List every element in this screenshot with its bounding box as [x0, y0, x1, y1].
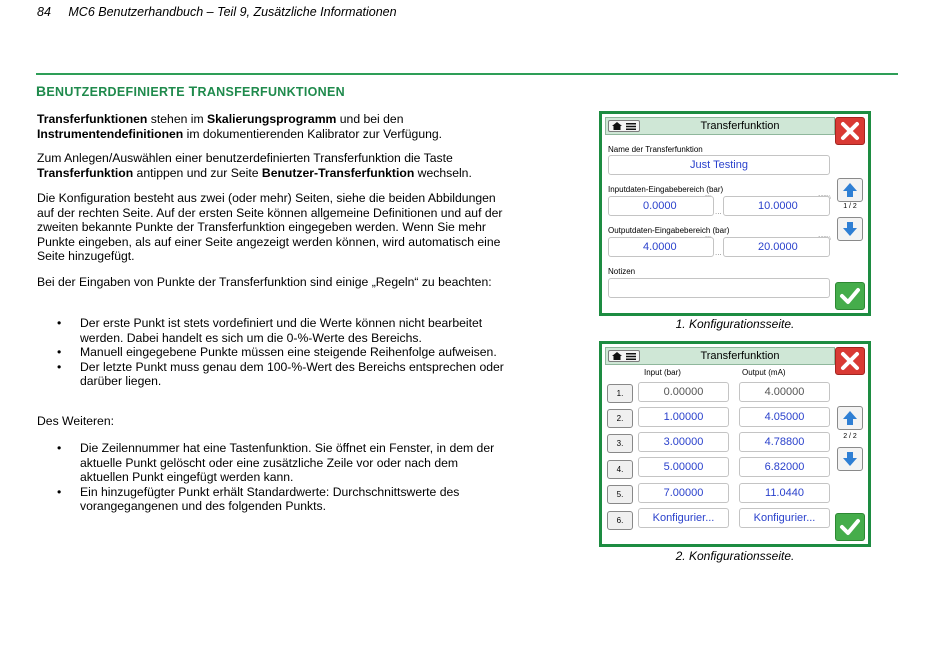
output-min-field[interactable]: 4.0000: [608, 237, 714, 257]
paragraph-2: Zum Anlegen/Auswählen einer benutzerdefinierten Transferfunktion die Taste Transferfunktion antippen und zur Seite Benutzer-Transferfunktion wechseln.: [37, 151, 472, 180]
row-output-field: 4.00000: [739, 382, 830, 402]
arrow-down-icon: [838, 448, 862, 470]
row-number-button[interactable]: 1.: [607, 384, 633, 403]
home-icon: [612, 352, 622, 360]
home-icon: [612, 122, 622, 130]
list-item: • Manuell eingegebene Punkte müssen eine steigende Reihenfolge aufweisen.: [37, 345, 507, 360]
title-bar: [605, 347, 835, 365]
row-output-field[interactable]: 4.05000: [739, 407, 830, 427]
row-output-field[interactable]: Konfigurier...: [739, 508, 830, 528]
close-icon: [836, 348, 864, 374]
output-column-header: Output (mA): [742, 368, 786, 377]
config-screen-2: [599, 341, 871, 547]
row-input-field[interactable]: 3.00000: [638, 432, 729, 452]
range-dots: ...: [715, 248, 722, 257]
output-range-label: Outputdaten-Eingabebereich (bar): [608, 226, 730, 235]
row-number-button[interactable]: 4.: [607, 460, 633, 479]
paragraph-1: Transferfunktionen stehen im Skalierungsprogramm und bei den Instrumentendefinitionen im dokumentierenden Kalibrator zur Verfügung.: [37, 112, 443, 141]
page-down-button[interactable]: [837, 447, 863, 471]
rules-list: [37, 316, 507, 389]
paragraph-5: Des Weiteren:: [37, 414, 114, 428]
document-title: MC6 Benutzerhandbuch – Teil 9, Zusätzliche Informationen: [68, 5, 397, 19]
row-input-field[interactable]: 7.00000: [638, 483, 729, 503]
close-icon: [836, 118, 864, 144]
paragraph-3: Die Konfiguration besteht aus zwei (oder mehr) Seiten, siehe die beiden Abbildungen auf der rechten Seite. Auf der ersten Seite können allgemeine Definitionen und auf der zweiten bekannte Punkte der Transferfunktion eingegeben werden. Wenn Sie mehr Punkte eingeben, als auf einer Seite angezeigt werden können, wird automatisch eine Seite hinzugefügt.: [37, 191, 503, 264]
name-field[interactable]: Just Testing: [608, 155, 830, 175]
page-down-button[interactable]: [837, 217, 863, 241]
section-divider: [36, 73, 898, 75]
screen-title: Transferfunktion: [700, 350, 780, 362]
row-output-field[interactable]: 6.82000: [739, 457, 830, 477]
name-label: Name der Transferfunktion: [608, 145, 703, 154]
checkmark-icon: [836, 283, 864, 309]
input-max-field[interactable]: 10.0000: [723, 196, 830, 216]
list-item: • Der erste Punkt ist stets vordefiniert und die Werte können nicht bearbeitet werden. Dabei handelt es sich um die 0-%-Werte des Bereichs.: [37, 316, 507, 345]
list-item: • Ein hinzugefügter Punkt erhält Standardwerte: Durchschnittswerte des vorangegangenen und des folgenden Punkts.: [37, 485, 507, 514]
arrow-up-icon: [838, 179, 862, 201]
page-up-button[interactable]: [837, 406, 863, 430]
list-item: • Die Zeilennummer hat eine Tastenfunktion. Sie öffnet ein Fenster, in dem der aktuelle Punkt gelöscht oder eine zusätzliche Zeile vor oder nach dem aktuellen Punkt eingefügt werden kann.: [37, 441, 507, 485]
row-input-field: 0.00000: [638, 382, 729, 402]
accept-button[interactable]: [835, 513, 865, 541]
section-title: BENUTZERDEFINIERTE TRANSFERFUNKTIONEN: [36, 83, 345, 99]
config-screen-1: [599, 111, 871, 316]
page-indicator: 2 / 2: [843, 433, 857, 440]
home-menu-button[interactable]: [608, 120, 640, 132]
input-min-field[interactable]: 0.0000: [608, 196, 714, 216]
page-indicator: 1 / 2: [843, 203, 857, 210]
paragraph-4: Bei der Eingaben von Punkte der Transferfunktion sind einige „Regeln“ zu beachten:: [37, 275, 492, 289]
notes-field[interactable]: [608, 278, 830, 298]
output-max-field[interactable]: 20.0000: [723, 237, 830, 257]
further-list: [37, 441, 507, 514]
figure-caption-2: 2. Konfigurationsseite.: [675, 549, 795, 563]
list-item: • Der letzte Punkt muss genau dem 100-%-Wert des Bereichs entsprechen oder darüber liegen.: [37, 360, 507, 389]
page-number: 84: [37, 5, 51, 19]
row-number-button[interactable]: 5.: [607, 485, 633, 504]
row-input-field[interactable]: 1.00000: [638, 407, 729, 427]
title-bar: [605, 117, 835, 135]
menu-icon: [626, 123, 636, 130]
row-number-button[interactable]: 6.: [607, 511, 633, 530]
close-button[interactable]: [835, 117, 865, 145]
input-range-label: Inputdaten-Eingabebereich (bar): [608, 185, 724, 194]
row-number-button[interactable]: 2.: [607, 409, 633, 428]
checkmark-icon: [836, 514, 864, 540]
home-menu-button[interactable]: [608, 350, 640, 362]
close-button[interactable]: [835, 347, 865, 375]
arrow-down-icon: [838, 218, 862, 240]
input-column-header: Input (bar): [644, 368, 681, 377]
screen-body: [602, 344, 868, 544]
screen-body: [602, 114, 868, 313]
menu-icon: [626, 353, 636, 360]
accept-button[interactable]: [835, 282, 865, 310]
figure-caption-1: 1. Konfigurationsseite.: [675, 317, 795, 331]
notes-label: Notizen: [608, 267, 636, 276]
row-input-field[interactable]: 5.00000: [638, 457, 729, 477]
range-dots: ...: [715, 207, 722, 216]
row-output-field[interactable]: 4.78800: [739, 432, 830, 452]
row-number-button[interactable]: 3.: [607, 434, 633, 453]
screen-title: Transferfunktion: [700, 120, 780, 132]
arrow-up-icon: [838, 407, 862, 429]
page-header: [37, 5, 397, 19]
row-output-field[interactable]: 11.0440: [739, 483, 830, 503]
row-input-field[interactable]: Konfigurier...: [638, 508, 729, 528]
page-up-button[interactable]: [837, 178, 863, 202]
